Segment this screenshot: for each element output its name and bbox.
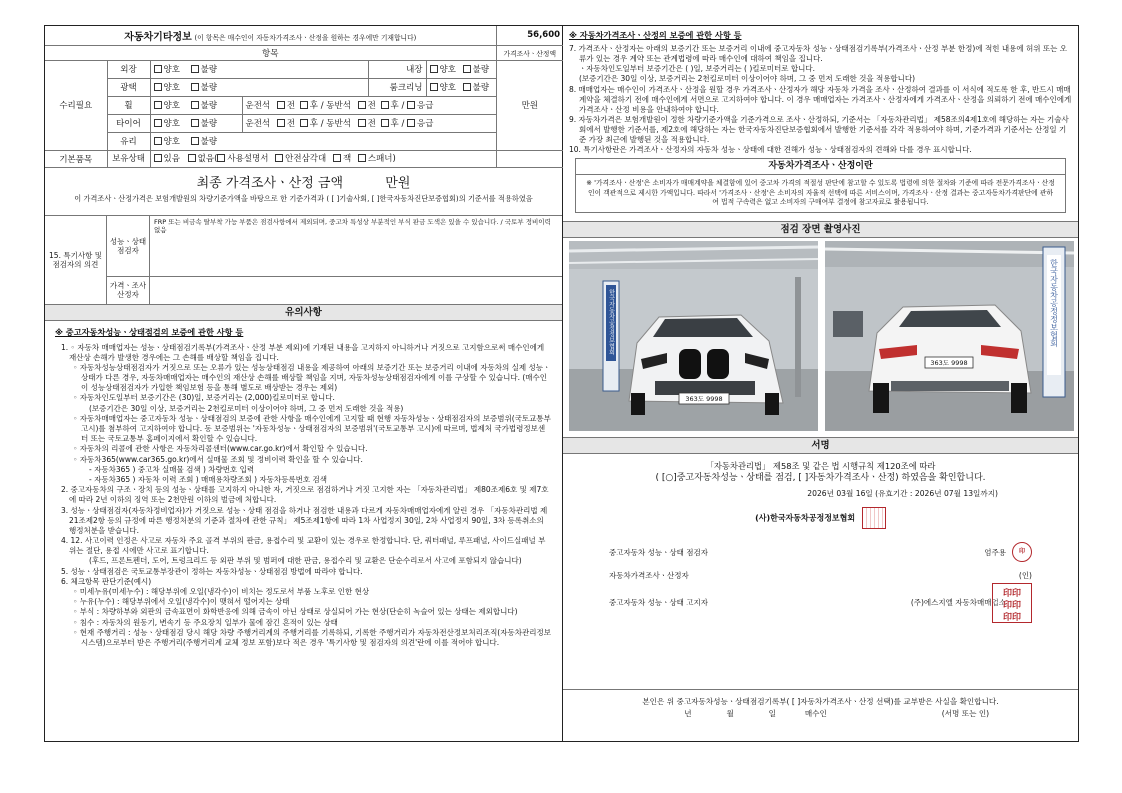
- appraisal-note-line: 7. 가격조사ㆍ산정자는 아래의 보증기간 또는 보증거리 이내에 중고자동차 성능ㆍ상태점검기록부(가격조사ㆍ산정 부분 한정)에 적힌 내용에 허위 또는 오류가 있는 경우 계약 또는 관계법령에 따라 매수인에 대하여 책임을 집니다.: [569, 44, 1067, 64]
- repair-unit: 만원: [496, 60, 563, 150]
- left-column: [45, 26, 563, 741]
- wheel-options: 양호 불량: [150, 96, 242, 114]
- notifier-value: (주)에스지엘 자동차매매업소: [910, 598, 1006, 608]
- notice-line: (보증기간은 30일 이상, 보증거리는 2천킬로미터 이상이어야 하며, 그 중 먼저 도래한 것을 적용): [89, 403, 404, 413]
- other-info-title: 자동차기타정보: [124, 31, 192, 43]
- notice-line: - 자동차365 ) 중고차 실매물 검색 ) 차량번호 입력: [89, 464, 255, 474]
- appraisal-note-line: 8. 매매업자는 매수인이 가격조사ㆍ산정을 원할 경우 가격조사ㆍ산정자가 해당 자동차 가격을 조사ㆍ산정하여 결과를 이 서식에 적도록 한 후, 반드시 매매계약을 체결하기 전에 매수인에게 서면으로 고지하여야 합니다. 이 경우 매매업자는 가격조사ㆍ산정자에게 가격조사ㆍ산정을 의뢰하기 전에 매수인에게 가격조사ㆍ산정 비용을 안내하여야 합니다.: [569, 84, 1072, 114]
- room-good-checkbox[interactable]: [430, 83, 438, 91]
- wheel-passenger-front-checkbox[interactable]: [358, 101, 366, 109]
- notice-line: ◦ 침수 : 자동차의 원동기, 변속기 등 주요장치 일부가 물에 잠긴 흔적이 있는 상태: [73, 617, 338, 627]
- signature-line1: 「자동차관리법」 제58조 및 같은 법 시행규칙 제120조에 따라: [705, 460, 936, 471]
- room-bad-checkbox[interactable]: [463, 83, 471, 91]
- org-seal-icon: [862, 507, 886, 529]
- final-amount-block: [45, 168, 562, 215]
- spanner-checkbox[interactable]: [358, 154, 366, 162]
- gloss-label: 광택: [107, 78, 150, 96]
- basic-items-options: 있음 없음( 사용설명서 안전삼각대 잭 스패너): [150, 150, 496, 167]
- car-front-photo: [569, 241, 818, 431]
- buyer-label: 매수인: [804, 709, 827, 719]
- appraisal-definition-box: [575, 158, 1066, 213]
- col-item-header: 항목: [45, 45, 496, 60]
- notice-line: - 자동차365 ) 자동차 이력 조회 ) 매매용차량조회 ) 자동차등록번호 검색: [89, 474, 328, 484]
- receipt-date-row: [563, 708, 1078, 720]
- inspector-opinion-text: FRP 또는 비금속 탈부착 가능 부품은 점검사항에서 제외되며, 중고차 특성상 부분적인 부식 판금 도색은 있을 수 있습니다. / 국토부 정비이력 없음: [154, 217, 551, 234]
- notice-body: [45, 321, 562, 649]
- room-cleaning-options: 양호 불량: [426, 78, 496, 96]
- tire-options: 양호 불량: [150, 114, 242, 132]
- appraisal-warranty-notes: [563, 26, 1078, 155]
- tire-label: 타이어: [107, 114, 150, 132]
- notice-line: ◦ 미세누유(미세누수) : 해당부위에 오일(냉각수)이 비치는 정도로서 부품 노후로 인한 현상: [73, 587, 370, 596]
- signature-area: [563, 454, 1078, 623]
- inspector-row: [573, 541, 1068, 564]
- appraiser-seal[interactable]: (인): [1018, 570, 1032, 580]
- car-rear-photo: [825, 241, 1074, 431]
- appraiser-label: 자동차가격조사ㆍ산정자: [609, 570, 689, 580]
- notice-line: 2. 중고자동차의 구조ㆍ장치 등의 성능ㆍ상태를 고지하지 아니한 자, 거짓으로 점검하거나 거짓 고지한 자는 「자동차관리법」 제80조제6호 및 제7호에 따라 2년 이하의 징역 또는 2천만원 이하의 벌금에 처합니다.: [61, 485, 549, 505]
- receipt-day[interactable]: 일: [768, 709, 776, 719]
- exterior-options: 양호 불량: [150, 60, 368, 78]
- gloss-options: 양호 불량: [150, 78, 368, 96]
- notice-bar: 유의사항: [45, 304, 562, 321]
- other-info-amount: 56,600: [496, 26, 563, 45]
- signature-org-row: [573, 507, 1068, 529]
- inspector-name: 엄주용: [984, 547, 1006, 557]
- tire-emergency-checkbox[interactable]: [407, 119, 415, 127]
- possession-label: 보유상태: [107, 150, 150, 167]
- wheel-label: 휠: [107, 96, 150, 114]
- plate-number-front: 363도 9998: [685, 394, 723, 403]
- appraisal-note-line: (보증기간은 30일 이상, 보증거리는 2천킬로미터 이상이어야 하며, 그 중 먼저 도래한 것을 적용합니다): [579, 74, 916, 84]
- tire-driver-front-checkbox[interactable]: [277, 119, 285, 127]
- glass-options: 양호 불량: [150, 132, 496, 150]
- receipt-month[interactable]: 월: [726, 709, 734, 719]
- signature-bar: 서명: [563, 437, 1078, 454]
- notice-line: (후드, 프론트펜더, 도어, 트렁크리드 등 외판 부위 및 범퍼에 대한 판금, 용접수리 및 교환은 단순수리로서 사고에 포함되지 않습니다): [89, 556, 522, 566]
- receipt-year[interactable]: 년: [684, 709, 692, 719]
- special-notes-label: 15. 특기사항 및 점검자의 의견: [45, 216, 107, 304]
- inspection-photo-front[interactable]: [569, 241, 818, 431]
- notice-line: ◦ 자동차매매업자는 중고자동차 성능ㆍ상태점검의 보증에 관한 사항을 매수인에게 고지할 때 현행 자동차성능ㆍ상태점검자의 보증범위(국토교통부 고시)를 첨부하여 고지하여야 합니다. 동 보증범위는 '자동차성능ㆍ상태점검자의 보증범위'(국토교통부 고시)에 따르며, 법제처 국가법령정보센터 또는 국토교통부 홈페이지에서 확인할 수 있습니다.: [73, 413, 551, 444]
- wheel-driver-rear-checkbox[interactable]: [300, 101, 308, 109]
- receipt-text: 본인은 위 중고자동차성능ㆍ상태점검기록부( [ ]자동차가격조사ㆍ산정 선택)를 교부받은 사실을 확인합니다.: [642, 697, 999, 706]
- notice-heading: ※ 중고자동차성능ㆍ상태점검의 보증에 관한 사항 등: [55, 326, 244, 337]
- wheel-good-checkbox[interactable]: [154, 101, 162, 109]
- notice-line: 6. 체크항목 판단기준(예시): [61, 576, 152, 586]
- appraiser-opinion-text[interactable]: [150, 277, 562, 304]
- exterior-label: 외장: [107, 60, 150, 78]
- definition-text: ※ '가격조사ㆍ산정'은 소비자가 매매계약을 체결함에 있어 중고차 가격의 적절성 판단에 참고할 수 있도록 법령에 의한 절차와 기준에 따라 전문가격조사ㆍ산정인이 객관적으로 제시한 가액입니다. 따라서 '가격조사ㆍ산정'은 소비자의 자율적 선택에 따른 서비스이며, 가격조사ㆍ산정 결과는 중고자동차가격판단에 관하여 법적 구속력은 없고 소비자의 구매여부 결정에 참고자료로 활용됩니다.: [586, 179, 1055, 207]
- right-column: [563, 26, 1078, 741]
- notice-line: 5. 성능ㆍ상태점검은 국토교통부장관이 정하는 자동차성능ㆍ상태점검 방법에 따라야 합니다.: [61, 566, 363, 576]
- appraisal-note-line: 9. 자동차가격은 보험개발원이 정한 차량기준가액을 기준가격으로 조사ㆍ산정하되, 기준서는 「자동차관리법」 제58조의4제1호에 해당하는 자는 기술사회에서 발행한 기준서를, 제2호에 해당하는 자는 한국자동차진단보증협회에서 발행한 기준서를 각각 적용하여야 하며, 기준가격과 기준서는 산정일 기준 가장 최근에 발행된 것을 적용합니다.: [569, 114, 1069, 145]
- notice-line: ◦ 자동차성능상태점검자가 거짓으로 또는 오류가 있는 성능상태점검 내용을 제공하여 아래의 보증기간 또는 보증거리 이내에 자동차의 실제 성능ㆍ상태가 다른 경우, 자동차매매업자는 매수인의 재산상 손해를 배상할 책임을 지며, 자동차성능상태점검자에게 이를 구상할 수 있습니다. (매수인이 성능상태점검자가 가입한 책임보험 등을 통해 별도로 배상받는 경우는 제외): [73, 362, 551, 393]
- receipt-box: [563, 689, 1078, 741]
- inspection-photos: [563, 238, 1078, 431]
- manual-checkbox[interactable]: [217, 154, 225, 162]
- special-notes-section: [45, 215, 562, 304]
- plate-number-rear: 363도 9998: [930, 358, 968, 367]
- wheel-passenger-rear-checkbox[interactable]: [381, 101, 389, 109]
- other-info-title-note: (이 항목은 매수인이 자동차가격조사ㆍ산정을 원하는 경우에만 기재합니다): [194, 33, 417, 42]
- jack-checkbox[interactable]: [333, 154, 341, 162]
- none-checkbox[interactable]: [188, 154, 196, 162]
- final-amount-title: 최종 가격조사ㆍ산정 금액: [196, 175, 343, 191]
- notice-line: ◦ 현재 주행거리 : 성능ㆍ상태점검 당시 해당 차량 주행거리계의 주행거리를 기록하되, 기록한 주행거리가 자동차전산정보처리조직(자동차관리정보시스템)으로부터 받은 주행거리(주행거리계 교체 정보 포함)보다 적은 경우 '특기사항 및 점검자의 의견'란에 이를 적어야 합니다.: [73, 627, 551, 647]
- signature-line2: ( [○]중고자동차성능ㆍ상태를 점검, [ ]자동차가격조사ㆍ산정) 하였음을 확인합니다.: [655, 472, 986, 483]
- gloss-bad-checkbox[interactable]: [191, 83, 199, 91]
- exterior-bad-checkbox[interactable]: [191, 65, 199, 73]
- appraiser-opinion-label: 가격ㆍ조사 산정자: [107, 277, 150, 304]
- notice-line: ◦ 부식 : 차량하부와 외판의 금속표면이 화학반응에 의해 금속이 아닌 상태로 상실되어 가는 현상(단순히 녹슬어 있는 상태는 제외합니다): [73, 607, 518, 617]
- inspector-opinion-label: 성능ㆍ상태 점검자: [107, 216, 150, 276]
- gloss-good-checkbox[interactable]: [154, 83, 162, 91]
- glass-good-checkbox[interactable]: [154, 137, 162, 145]
- photo-bar: 점검 장면 촬영사진: [563, 221, 1078, 238]
- glass-bad-checkbox[interactable]: [191, 137, 199, 145]
- interior-options: 양호 불량: [426, 60, 496, 78]
- tire-bad-checkbox[interactable]: [191, 119, 199, 127]
- wheel-driver-front-checkbox[interactable]: [277, 101, 285, 109]
- notice-line: ◦ 자동차365(www.car365.go.kr)에서 실매물 조회 및 정비이력 확인을 할 수 있습니다.: [73, 454, 363, 464]
- glass-label: 유리: [107, 132, 150, 150]
- inspector-label: 중고자동차 성능ㆍ상태 점검자: [609, 547, 708, 557]
- final-amount-line: [45, 172, 562, 191]
- inspection-record-sheet: [44, 25, 1079, 742]
- notice-line: ◦ 자동차인도일부터 보증기간은 (30)일, 보증거리는 (2,000)킬로미터로 합니다.: [73, 393, 335, 403]
- final-amount-unit: 만원: [385, 175, 411, 191]
- basic-items-label: 기본품목: [45, 150, 107, 167]
- exterior-good-checkbox[interactable]: [154, 65, 162, 73]
- final-amount-note: 이 가격조사ㆍ산정가격은 보험개발원의 차량기준가액을 바탕으로 한 기준가격과 ( [ ]기술사회, [ ]한국자동차진단보증협회)의 기준서를 적용하였음: [74, 193, 533, 203]
- have-checkbox[interactable]: [154, 154, 162, 162]
- appraisal-note-line: ㆍ자동차인도일부터 보증기간은 ( )일, 보증거리는 ( )킬로미터로 합니다.: [579, 64, 816, 74]
- notice-line: 1. ◦ 자동차 매매업자는 성능ㆍ상태점검기록부(가격조사ㆍ산정 부분 제외)에 기재된 내용을 고지하지 아니하거나 거짓으로 고지함으로써 매수인에게 재산상 손해가 발생한 경우에는 그 손해를 배상할 책임을 집니다.: [61, 342, 545, 362]
- triangle-checkbox[interactable]: [275, 154, 283, 162]
- wheel-position-options: 운전석 전 후 / 동반석 전 후 / 응급: [242, 96, 496, 114]
- tire-position-options: 운전석 전 후 / 동반석 전 후 / 응급: [242, 114, 496, 132]
- banner-text-left: 한국자동차공정정보협회: [607, 288, 615, 355]
- dealer-seal-icon: 印印 印印 印印: [992, 583, 1032, 623]
- notice-line: ◦ 자동차의 리콜에 관한 사항은 자동차리콜센터(www.car.go.kr)에서 확인할 수 있습니다.: [73, 444, 368, 454]
- signature-org: (사)한국자동차공정정보협회: [755, 513, 856, 523]
- wheel-bad-checkbox[interactable]: [191, 101, 199, 109]
- basic-items-price: [496, 150, 563, 167]
- notifier-label: 중고자동차 성능ㆍ상태 고지자: [609, 598, 708, 608]
- tire-passenger-front-checkbox[interactable]: [358, 119, 366, 127]
- repair-label: 수리필요: [45, 60, 107, 150]
- notifier-row: [573, 587, 1068, 623]
- col-price-header: 가격조사ㆍ산정액: [496, 45, 563, 60]
- tire-passenger-rear-checkbox[interactable]: [381, 119, 389, 127]
- buyer-sign[interactable]: (서명 또는 인): [941, 709, 990, 719]
- wheel-emergency-checkbox[interactable]: [407, 101, 415, 109]
- interior-bad-checkbox[interactable]: [463, 65, 471, 73]
- tire-good-checkbox[interactable]: [154, 119, 162, 127]
- inspection-photo-rear[interactable]: [825, 241, 1074, 431]
- notice-line: ◦ 누유(누수) : 해당부위에서 오일(냉각수)이 맺혀서 떨어지는 상태: [73, 597, 290, 607]
- definition-title: 자동차가격조사ㆍ산정이란: [576, 159, 1065, 175]
- appraisal-heading: ※ 자동차가격조사ㆍ산정의 보증에 관한 사항 등: [569, 30, 742, 40]
- appraisal-note-line: 10. 특기사항란은 가격조사ㆍ산정자의 자동차 성능ㆍ상태에 대한 견해가 성능ㆍ상태점검자의 견해와 다를 경우 표시합니다.: [569, 145, 972, 155]
- inspector-seal-icon: 印: [1012, 542, 1032, 562]
- other-info-table: [45, 26, 563, 168]
- notice-line: 3. 성능ㆍ상태점검자(자동차정비업자)가 거짓으로 성능ㆍ상태 점검을 하거나 점검한 내용과 다르게 자동차매매업자에게 알린 경우 「자동차관리법 제21조제2항 등의 규정에 따른 행정처분의 기준과 절차에 관한 규칙」 제5조제1항에 따라 1차 사업정지 30일, 2차 사업정지 90일, 3차 등록취소의 행정처분을 받습니다.: [61, 505, 548, 535]
- other-info-title-cell: [45, 26, 496, 45]
- banner-text-right: 한국자동차공정정보협회: [1049, 258, 1059, 347]
- interior-good-checkbox[interactable]: [430, 65, 438, 73]
- tire-driver-rear-checkbox[interactable]: [300, 119, 308, 127]
- room-cleaning-label: 룸크리닝: [368, 78, 426, 96]
- interior-label: 내장: [368, 60, 426, 78]
- notice-line: 4. 12. 사고이력 인정은 사고로 자동차 주요 골격 부위의 판금, 용접수리 및 교환이 있는 경우로 한정합니다. 단, 쿼터패널, 루프패널, 사이드실패널 부위는 절단, 용접 시에만 사고로 표기합니다.: [61, 536, 546, 556]
- signature-date: 2026년 03월 16일 (유효기간 : 2026년 07월 13일까지): [807, 488, 998, 498]
